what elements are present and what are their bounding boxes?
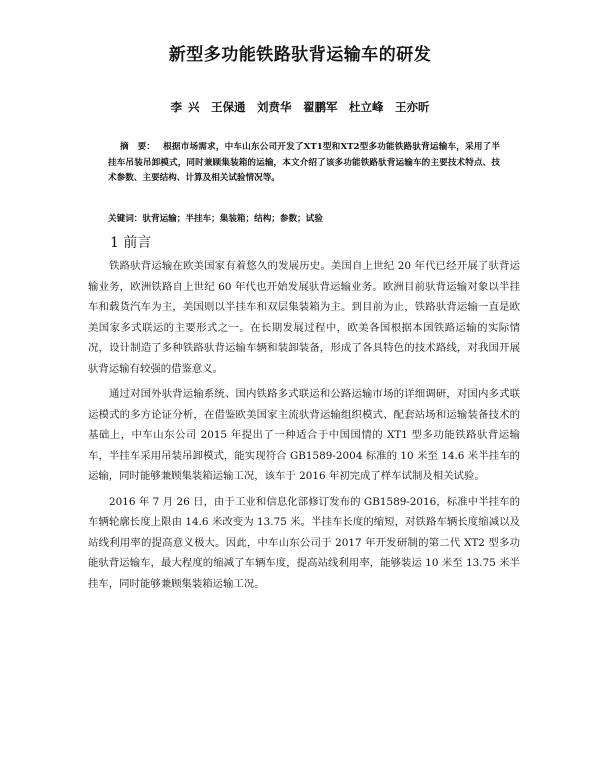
body-text bbox=[88, 256, 520, 599]
paragraph: 铁路驮背运输在欧美国家有着悠久的发展历史。美国自上世纪 20 年代已经开展了驮背运输业务，欧洲铁路自上世纪 60 年代也开始发展驮背运输业务。欧洲目前驮背运输对象以半挂车和载货汽车为主，美国则以半挂车和双层集装箱为主。到目前为止，铁路驮背运输一直是欧美国家多式联运的主要形式之一。在长期发展过程中，欧美各国根据本国铁路运输的实际情况，设计制造了多种铁路驮背运输车辆和装卸装备，形成了各具特色的技术路线，对我国开展驮背运输有较强的借鉴意义。 bbox=[88, 260, 520, 375]
abstract-label: 摘 要： bbox=[120, 142, 156, 152]
keywords bbox=[108, 212, 500, 226]
paragraph: 通过对国外驮背运输系统、国内铁路多式联运和公路运输市场的详细调研，对国内多式联运模式的多方论证分析，在借鉴欧美国家主流驮背运输组织模式、配套站场和运输装备技术的基础上，中车山东公司 2015 年提出了一种适合于中国国情的 XT1 型多功能铁路驮背运输车，半挂车采用吊装吊卸模式，能实现符合 GB1589-2004 标准的 10 米至 14.6 米半挂车的运输，同时能够兼顾集装箱运输工况，该车于 2016 年初完成了样车试制及相关试验。 bbox=[88, 388, 520, 482]
abstract bbox=[108, 140, 500, 187]
author-list: 李 兴 王保通 刘贲华 翟鹏军 杜立峰 王亦昕 bbox=[170, 100, 430, 114]
paragraph: 2016 年 7 月 26 日，由于工业和信息化部修订发布的 GB1589-2016，标准中半挂车的车辆轮廓长度上限由 14.6 米改变为 13.75 米。半挂车长度的缩短，对铁路车辆长度缩减以及站线利用率的提高意义极大。因此，中车山东公司于 2017 年开发研制的第二代 XT2 型多功能驮背运输车，最大程度的缩减了车辆车度，提高站线利用率，能够装运 10 米至 13.75 米半挂车，同时能够兼顾集装箱运输工况。 bbox=[88, 495, 520, 590]
abstract-text: 根据市场需求，中车山东公司开发了XT1型和XT2型多功能铁路驮背运输车，采用了半挂车吊装吊卸模式，同时兼顾集装箱的运输，本文介绍了该多功能铁路驮背运输车的主要技术特点、技术参数、主要结构、计算及相关试验情况等。 bbox=[108, 142, 500, 183]
keywords-label: 关键词： bbox=[108, 214, 143, 224]
keywords-text: 驮背运输；半挂车；集装箱；结构；参数；试验 bbox=[142, 214, 323, 224]
section-heading: 1 前言 bbox=[110, 235, 152, 251]
paper-title: 新型多功能铁路驮背运输车的研发 bbox=[168, 45, 432, 65]
